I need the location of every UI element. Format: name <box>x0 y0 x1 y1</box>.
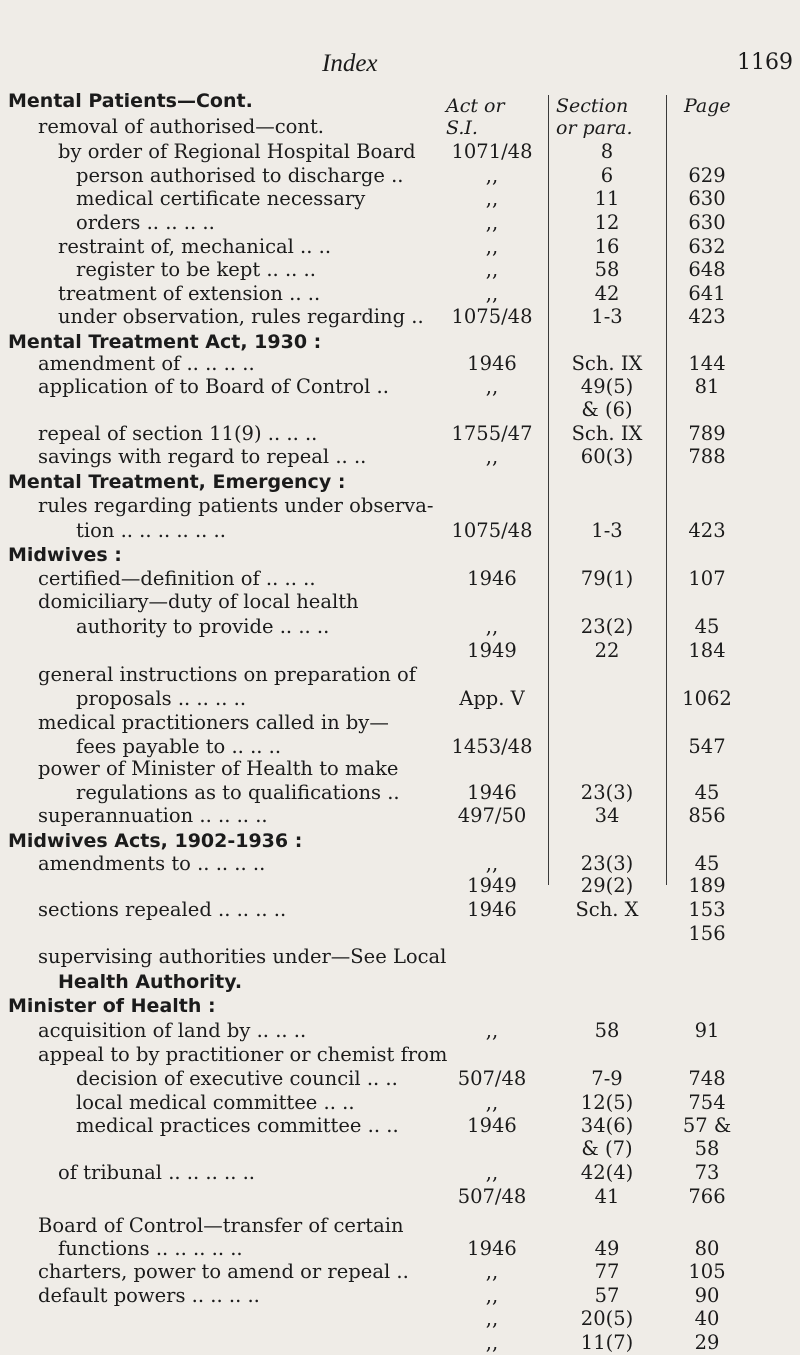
entry-act: ,, <box>485 1091 499 1114</box>
index-row <box>0 422 800 446</box>
entry-act: ,, <box>485 258 499 281</box>
index-row <box>0 1307 800 1331</box>
entry-text: of tribunal .. .. .. .. .. <box>58 1161 255 1184</box>
index-row <box>0 898 800 922</box>
index-row <box>0 1237 800 1261</box>
entry-text: general instructions on preparation of <box>38 663 416 686</box>
index-row <box>0 187 800 211</box>
entry-section: 11(7) <box>580 1331 634 1354</box>
entry-page: 29 <box>694 1331 720 1354</box>
entry-text: proposals .. .. .. .. <box>76 687 247 710</box>
entry-text: application of to Board of Control .. <box>38 375 389 398</box>
entry-section: 34(6) <box>580 1114 634 1137</box>
index-row <box>0 140 800 164</box>
entry-act: 1949 <box>467 639 517 662</box>
entry-section: Sch. IX <box>571 352 643 375</box>
entry-page: 629 <box>688 164 726 187</box>
index-row <box>0 567 800 591</box>
entry-text: regulations as to qualifications .. <box>76 781 400 804</box>
index-row <box>0 282 800 306</box>
entry-text: appeal to by practitioner or chemist from <box>38 1043 448 1066</box>
index-row <box>0 1214 800 1238</box>
entry-text: charters, power to amend or repeal .. <box>38 1260 409 1283</box>
entry-text: Midwives Acts, 1902-1936 : <box>8 830 303 852</box>
entry-text: medical practitioners called in by— <box>38 711 389 734</box>
entry-text: supervising authorities under—See Local <box>38 945 447 968</box>
entry-text: orders .. .. .. .. <box>76 211 215 234</box>
entry-text: medical certificate necessary <box>76 187 366 210</box>
entry-text: power of Minister of Health to make <box>38 757 399 780</box>
index-row <box>0 922 800 946</box>
entry-page: 423 <box>688 519 726 542</box>
entry-act: App. V <box>459 687 525 710</box>
index-row <box>0 352 800 376</box>
column-header-section: Section or para. <box>556 95 633 139</box>
index-row <box>0 519 800 543</box>
entry-section: 6 <box>600 164 614 187</box>
index-row <box>0 1284 800 1308</box>
index-row <box>0 1331 800 1355</box>
entry-page: 754 <box>688 1091 726 1114</box>
entry-text: fees payable to .. .. .. <box>76 735 282 758</box>
entry-act: 1075/48 <box>451 519 533 542</box>
entry-section: 12 <box>594 211 620 234</box>
entry-act: 497/50 <box>457 804 527 827</box>
entry-text: tion .. .. .. .. .. .. <box>76 519 226 542</box>
entry-text: by order of Regional Hospital Board <box>58 140 416 163</box>
entry-section: 23(3) <box>580 852 634 875</box>
entry-act: ,, <box>485 615 499 638</box>
index-row <box>0 874 800 898</box>
running-title: Index <box>322 50 378 77</box>
entry-section: 49(5) <box>580 375 634 398</box>
entry-page: 630 <box>688 187 726 210</box>
entry-page: 153 <box>688 898 726 921</box>
index-row <box>0 735 800 759</box>
entry-act: ,, <box>485 852 499 875</box>
entry-section: 79(1) <box>580 567 634 590</box>
entry-text: removal of authorised—cont. <box>38 115 324 138</box>
entry-section: 34 <box>594 804 620 827</box>
entry-section: 42(4) <box>580 1161 634 1184</box>
entry-act: 1946 <box>467 1114 517 1137</box>
entry-section: 49 <box>594 1237 620 1260</box>
entry-section: 22 <box>594 639 620 662</box>
entry-act: 1946 <box>467 898 517 921</box>
entry-act: 507/48 <box>457 1185 527 1208</box>
entry-act: 1453/48 <box>451 735 533 758</box>
entry-page: 856 <box>688 804 726 827</box>
entry-page: 80 <box>694 1237 720 1260</box>
entry-text: sections repealed .. .. .. .. <box>38 898 287 921</box>
entry-page: 73 <box>694 1161 720 1184</box>
entry-act: 1075/48 <box>451 305 533 328</box>
index-row <box>0 994 800 1018</box>
entry-section: 41 <box>594 1185 620 1208</box>
entry-page: 40 <box>694 1307 720 1330</box>
column-header-page: Page <box>684 95 731 117</box>
index-row <box>0 1067 800 1091</box>
page-number: 1169 <box>737 50 793 75</box>
index-row <box>0 1043 800 1067</box>
index-row <box>0 543 800 567</box>
entry-page: 189 <box>688 874 726 897</box>
entry-act: ,, <box>485 211 499 234</box>
entry-text: amendments to .. .. .. .. <box>38 852 266 875</box>
entry-act: ,, <box>485 445 499 468</box>
index-row <box>0 1137 800 1161</box>
entry-act: ,, <box>485 282 499 305</box>
entry-act: ,, <box>485 1307 499 1330</box>
index-row <box>0 781 800 805</box>
entry-section: 11 <box>594 187 620 210</box>
entry-page: 57 & <box>682 1114 732 1137</box>
entry-text: Midwives : <box>8 544 122 566</box>
entry-section: 1-3 <box>591 305 623 328</box>
entry-act: ,, <box>485 1161 499 1184</box>
index-row <box>0 89 800 113</box>
entry-page: 45 <box>694 615 720 638</box>
entry-section: 29(2) <box>580 874 634 897</box>
index-row <box>0 494 800 518</box>
entry-act: 1946 <box>467 781 517 804</box>
index-row <box>0 115 800 139</box>
index-row <box>0 211 800 235</box>
entry-act: 1946 <box>467 567 517 590</box>
entry-section: & (6) <box>581 398 633 421</box>
entry-act: ,, <box>485 375 499 398</box>
index-row <box>0 330 800 354</box>
entry-text: local medical committee .. .. <box>76 1091 355 1114</box>
entry-page: 45 <box>694 852 720 875</box>
entry-page: 81 <box>694 375 720 398</box>
entry-text: Health Authority. <box>58 971 243 993</box>
entry-text: superannuation .. .. .. .. <box>38 804 268 827</box>
index-row <box>0 711 800 735</box>
entry-section: 42 <box>594 282 620 305</box>
entry-section: 23(2) <box>580 615 634 638</box>
entry-page: 184 <box>688 639 726 662</box>
entry-text: rules regarding patients under observa- <box>38 494 434 517</box>
entry-act: 507/48 <box>457 1067 527 1090</box>
entry-text: Mental Patients—Cont. <box>8 90 253 112</box>
index-row <box>0 829 800 853</box>
entry-section: 16 <box>594 235 620 258</box>
entry-section: Sch. IX <box>571 422 643 445</box>
entry-act: ,, <box>485 1284 499 1307</box>
entry-text: functions .. .. .. .. .. <box>58 1237 243 1260</box>
entry-act: ,, <box>485 235 499 258</box>
entry-text: person authorised to discharge .. <box>76 164 404 187</box>
index-row <box>0 235 800 259</box>
entry-text: treatment of extension .. .. <box>58 282 321 305</box>
index-row <box>0 305 800 329</box>
entry-act: 1755/47 <box>451 422 533 445</box>
index-row <box>0 1091 800 1115</box>
entry-text: authority to provide .. .. .. <box>76 615 330 638</box>
entry-page: 766 <box>688 1185 726 1208</box>
index-row <box>0 804 800 828</box>
entry-text: repeal of section 11(9) .. .. .. <box>38 422 318 445</box>
index-row <box>0 1161 800 1185</box>
entry-page: 144 <box>688 352 726 375</box>
entry-section: Sch. X <box>575 898 639 921</box>
entry-page: 107 <box>688 567 726 590</box>
entry-text: restraint of, mechanical .. .. <box>58 235 332 258</box>
entry-text: default powers .. .. .. .. <box>38 1284 260 1307</box>
entry-page: 748 <box>688 1067 726 1090</box>
index-row <box>0 398 800 422</box>
index-row <box>0 164 800 188</box>
entry-page: 632 <box>688 235 726 258</box>
entry-page: 641 <box>688 282 726 305</box>
entry-section: 7-9 <box>591 1067 623 1090</box>
index-row <box>0 970 800 994</box>
entry-act: ,, <box>485 1260 499 1283</box>
index-row <box>0 445 800 469</box>
entry-page: 90 <box>694 1284 720 1307</box>
entry-section: 57 <box>594 1284 620 1307</box>
index-row <box>0 945 800 969</box>
entry-text: decision of executive council .. .. <box>76 1067 398 1090</box>
entry-page: 423 <box>688 305 726 328</box>
index-row <box>0 258 800 282</box>
entry-section: 58 <box>594 1019 620 1042</box>
index-row <box>0 1019 800 1043</box>
entry-act: 1949 <box>467 874 517 897</box>
entry-section: 58 <box>594 258 620 281</box>
entry-text: Minister of Health : <box>8 995 216 1017</box>
index-row <box>0 470 800 494</box>
index-row <box>0 1185 800 1209</box>
index-row <box>0 375 800 399</box>
entry-text: certified—definition of .. .. .. <box>38 567 316 590</box>
index-row <box>0 1260 800 1284</box>
index-row <box>0 687 800 711</box>
entry-page: 91 <box>694 1019 720 1042</box>
entry-text: medical practices committee .. .. <box>76 1114 399 1137</box>
entry-text: amendment of .. .. .. .. <box>38 352 255 375</box>
entry-section: 23(3) <box>580 781 634 804</box>
entry-page: 58 <box>694 1137 720 1160</box>
entry-text: Mental Treatment, Emergency : <box>8 471 346 493</box>
entry-section: 8 <box>600 140 614 163</box>
entry-act: ,, <box>485 164 499 187</box>
entry-section: 20(5) <box>580 1307 634 1330</box>
column-header-act: Act or S.I. <box>446 95 505 139</box>
entry-text: domiciliary—duty of local health <box>38 590 359 613</box>
entry-text: Board of Control—transfer of certain <box>38 1214 404 1237</box>
index-row <box>0 639 800 663</box>
entry-text: register to be kept .. .. .. <box>76 258 316 281</box>
index-row <box>0 590 800 614</box>
entry-act: ,, <box>485 187 499 210</box>
entry-page: 547 <box>688 735 726 758</box>
index-row <box>0 852 800 876</box>
entry-section: 60(3) <box>580 445 634 468</box>
entry-section: 1-3 <box>591 519 623 542</box>
entry-text: savings with regard to repeal .. .. <box>38 445 367 468</box>
entry-page: 630 <box>688 211 726 234</box>
entry-page: 156 <box>688 922 726 945</box>
entry-page: 788 <box>688 445 726 468</box>
entry-page: 789 <box>688 422 726 445</box>
entry-text: acquisition of land by .. .. .. <box>38 1019 307 1042</box>
entry-text: Mental Treatment Act, 1930 : <box>8 331 322 353</box>
entry-act: 1946 <box>467 1237 517 1260</box>
entry-text: under observation, rules regarding .. <box>58 305 424 328</box>
index-row <box>0 663 800 687</box>
index-row <box>0 1114 800 1138</box>
entry-act: ,, <box>485 1331 499 1354</box>
entry-page: 105 <box>688 1260 726 1283</box>
entry-section: & (7) <box>581 1137 633 1160</box>
entry-page: 45 <box>694 781 720 804</box>
entry-section: 12(5) <box>580 1091 634 1114</box>
entry-section: 77 <box>594 1260 620 1283</box>
index-row <box>0 615 800 639</box>
entry-act: ,, <box>485 1019 499 1042</box>
index-row <box>0 757 800 781</box>
entry-act: 1946 <box>467 352 517 375</box>
entry-page: 1062 <box>682 687 732 710</box>
entry-act: 1071/48 <box>451 140 533 163</box>
entry-page: 648 <box>688 258 726 281</box>
